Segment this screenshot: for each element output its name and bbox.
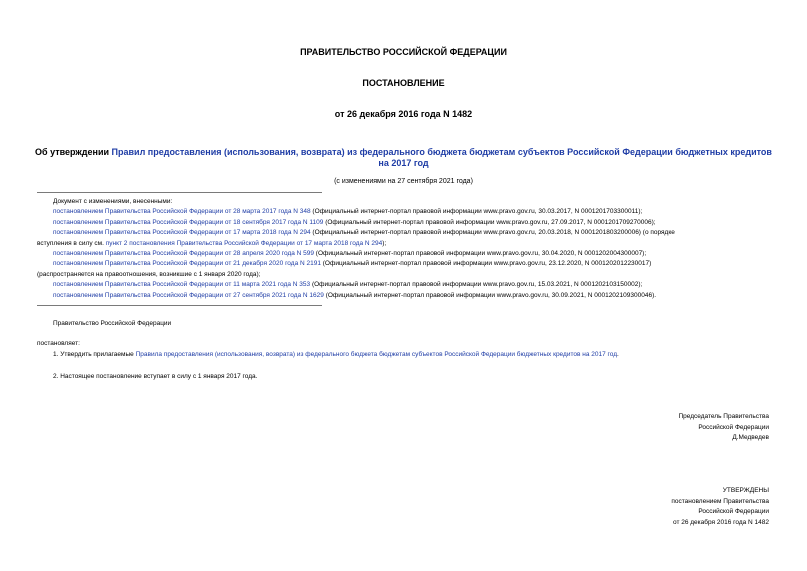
divider-top bbox=[37, 192, 322, 193]
amendment-link[interactable]: постановлением Правительства Российской Федерации от 11 марта 2021 года N 353 bbox=[53, 281, 311, 289]
title-prefix: Об утверждении bbox=[35, 147, 112, 157]
signature-name: Д.Медведев bbox=[732, 434, 769, 442]
amendment-link[interactable]: постановлением Правительства Российской Федерации от 27 сентября 2021 года N 1629 bbox=[53, 291, 324, 299]
amendment-link[interactable]: постановлением Правительства Российской Федерации от 17 марта 2018 года N 294 bbox=[53, 229, 311, 237]
amendment-link[interactable]: постановлением Правительства Российской Федерации от 21 декабря 2020 года N 2191 bbox=[53, 260, 321, 268]
approval-block bbox=[671, 486, 769, 528]
approval-line-3: Российской Федерации bbox=[698, 508, 769, 516]
paragraph-1-prefix: 1. Утвердить прилагаемые bbox=[53, 351, 136, 358]
amendment-source: (Официальный интернет-портал правовой информации www.pravo.gov.ru, 20.03.2018, N 0001201803200006) (о порядке bbox=[310, 229, 675, 237]
amendment-source: (Официальный интернет-портал правовой информации www.pravo.gov.ru, 30.03.2017, N 0001201703300011); bbox=[310, 208, 643, 216]
paragraph-1-suffix: . bbox=[617, 351, 619, 358]
decrees-line: постановляет: bbox=[37, 340, 80, 347]
approval-line-2: постановлением Правительства bbox=[671, 497, 769, 505]
government-heading: ПРАВИТЕЛЬСТВО РОССИЙСКОЙ ФЕДЕРАЦИИ bbox=[300, 47, 507, 57]
signature-block bbox=[678, 412, 769, 444]
amendment-continuation: (распространяется на правоотношения, возникшие с 1 января 2020 года); bbox=[37, 270, 261, 278]
amendment-item-continued bbox=[37, 239, 770, 249]
amendment-source: (Официальный интернет-портал правовой информации www.pravo.gov.ru, 30.04.2020, N 0001202004300007); bbox=[314, 250, 647, 258]
amendment-item bbox=[37, 207, 770, 217]
document-title bbox=[35, 147, 772, 169]
amendment-link[interactable]: постановлением Правительства Российской Федерации от 28 апреля 2020 года N 599 bbox=[53, 250, 314, 258]
document-type-heading: ПОСТАНОВЛЕНИЕ bbox=[362, 78, 445, 88]
signature-title-2: Российской Федерации bbox=[698, 423, 769, 431]
amendment-item bbox=[37, 259, 770, 269]
amendment-link[interactable]: постановлением Правительства Российской Федерации от 18 сентября 2017 года N 1109 bbox=[53, 218, 324, 226]
amendment-item bbox=[37, 218, 770, 228]
amendment-source: (Официальный интернет-портал правовой информации www.pravo.gov.ru, 27.09.2017, N 0001201709270006); bbox=[323, 218, 656, 226]
amendment-source: (Официальный интернет-портал правовой информации www.pravo.gov.ru, 15.03.2021, N 0001202103150002); bbox=[310, 281, 643, 289]
amendment-continuation: вступления в силу см. bbox=[37, 239, 106, 247]
amendments-list bbox=[37, 197, 770, 301]
paragraph-1 bbox=[53, 351, 619, 358]
divider-bottom bbox=[37, 305, 322, 306]
amendment-source: (Официальный интернет-портал правовой информации www.pravo.gov.ru, 30.09.2021, N 0001202109300046). bbox=[323, 291, 657, 299]
document-date-number: от 26 декабря 2016 года N 1482 bbox=[334, 109, 473, 119]
amendment-item bbox=[37, 291, 770, 301]
amendment-link[interactable]: пункт 2 постановления Правительства Российской Федерации от 17 марта 2018 года N 294 bbox=[105, 239, 383, 247]
paragraph-2: 2. Настоящее постановление вступает в силу с 1 января 2017 года. bbox=[53, 373, 258, 380]
amendment-item bbox=[37, 280, 770, 290]
amendments-intro: Документ с изменениями, внесенными: bbox=[53, 198, 173, 205]
title-rules-link[interactable]: Правил предоставления (использования, возврата) из федерального бюджета бюджетам субъектов Российской Федерации бюджетных кредитов на 2017 год bbox=[111, 147, 772, 168]
signature-title: Председатель Правительства bbox=[678, 413, 769, 420]
revision-note: (с изменениями на 27 сентября 2021 года) bbox=[334, 178, 473, 185]
amendment-item bbox=[37, 228, 770, 238]
government-line: Правительство Российской Федерации bbox=[53, 320, 172, 327]
amendment-source: ); bbox=[382, 239, 387, 247]
amendment-source: (Официальный интернет-портал правовой информации www.pravo.gov.ru, 23.12.2020, N 0001202012230017) bbox=[320, 260, 652, 268]
approval-line-4: от 26 декабря 2016 года N 1482 bbox=[672, 518, 769, 526]
approval-heading: УТВЕРЖДЕНЫ bbox=[722, 487, 769, 494]
amendment-link[interactable]: постановлением Правительства Российской Федерации от 28 марта 2017 года N 348 bbox=[53, 208, 311, 216]
amendment-item bbox=[37, 249, 770, 259]
paragraph-1-rules-link[interactable]: Правила предоставления (использования, возврата) из федерального бюджета бюджетам субъектов Российской Федерации бюджетных кредитов на 2017 год bbox=[135, 351, 617, 358]
amendment-item-continued bbox=[37, 270, 770, 280]
